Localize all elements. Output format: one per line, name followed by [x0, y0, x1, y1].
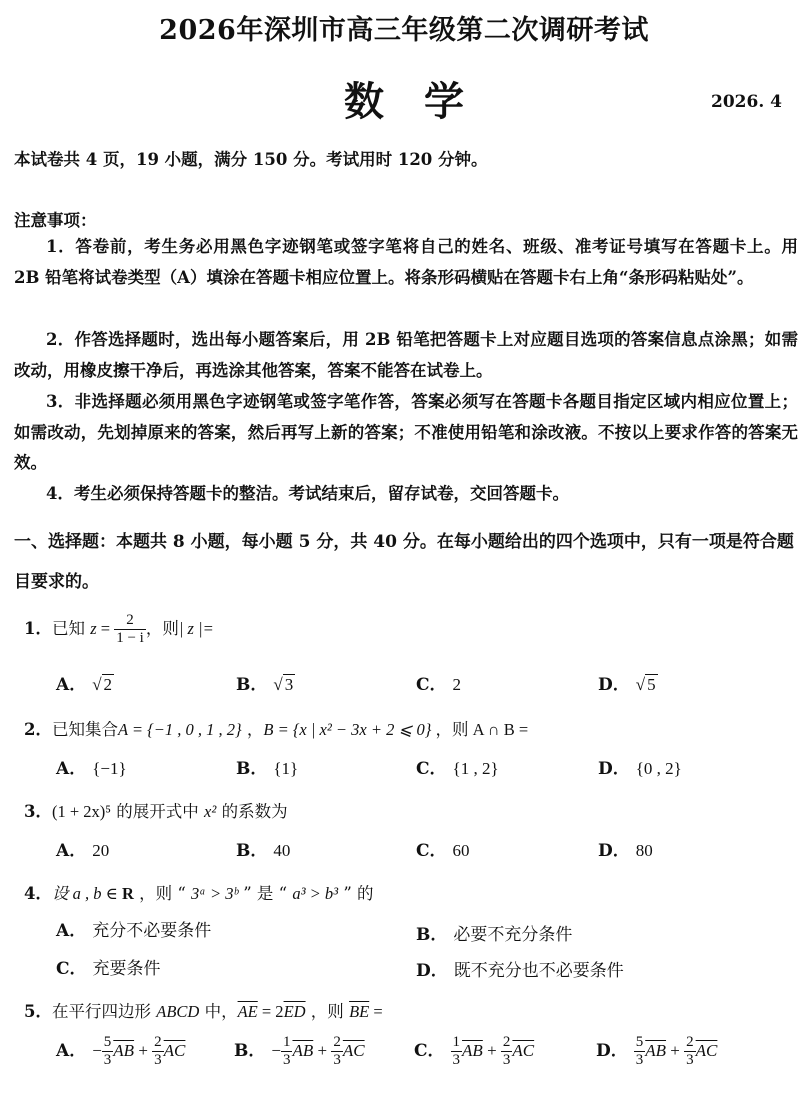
question-4: 4．设 a , b ∈ R ，则 “ 3ᵃ > 3ᵇ ” 是 “ a³ > b³ ” 的: [24, 884, 374, 903]
q2-option-b: B． {1}: [236, 759, 299, 779]
q3-option-b: B． 40: [236, 841, 291, 861]
q2-option-d: D． {0 , 2}: [598, 759, 682, 779]
q1-fraction: $\frac{2}{1 - i}$: [116, 612, 144, 646]
q5-option-a: A． − $\frac{5}{3}$ $\overline{AB}$ + $\frac{2}{3}$ $\overline{AC}$: [56, 1034, 186, 1068]
notice-item-2: 2．作答选择题时，选出每小题答案后，用 2B 铅笔把答题卡上对应题目选项的答案信息点涂黑；如需改动，用橡皮擦干净后，再选涂其他答案，答案不能答在试卷上。: [14, 330, 798, 380]
notice-item-1: 1．答卷前，考生务必用黑色字迹钢笔或签字笔将自己的姓名、班级、准考证号填写在答题卡上。用 2B 铅笔将试卷类型（A）填涂在答题卡相应位置上。将条形码横贴在答题卡右上角“条形码粘贴处”。: [14, 237, 798, 287]
notice-item-4: 4．考生必须保持答题卡的整洁。考试结束后，留存试卷，交回答题卡。: [46, 484, 569, 503]
subject-title: 数学: [344, 78, 504, 125]
question-1: 1．已知 z = $\frac{2}{1 - i}$ ，则| z |=: [24, 612, 214, 646]
notice-heading: 注意事项：: [14, 211, 97, 230]
q4-option-b: B． 必要不充分条件: [416, 925, 573, 945]
section-1-heading: 一、选择题：本题共 8 小题，每小题 5 分，共 40 分。在每小题给出的四个选项中，只有一项是符合题目要求的。: [14, 532, 794, 592]
q5-option-d: D． $\frac{5}{3}$ $\overline{AB}$ + $\frac{2}{3}$ $\overline{AC}$: [596, 1034, 718, 1068]
q1-option-d: D． √ 5: [598, 675, 656, 695]
question-2: 2．已知集合A = {−1 , 0 , 1 , 2} ，B = {x | x² − 3x + 2 ⩽ 0} ，则 A ∩ B =: [24, 720, 529, 739]
q3-option-d: D． 80: [598, 841, 653, 861]
q5-option-c: C． $\frac{1}{3}$ $\overline{AB}$ + $\frac{2}{3}$ $\overline{AC}$: [414, 1034, 535, 1068]
exam-date: 2026. 4: [711, 92, 782, 112]
exam-intro: 本试卷共 4 页，19 小题，满分 150 分。考试用时 120 分钟。: [14, 150, 488, 169]
q4-option-a: A． 充分不必要条件: [56, 921, 212, 941]
question-3: 3．(1 + 2x)⁵ 的展开式中 x² 的系数为: [24, 802, 288, 821]
notice-item-3: 3．非选择题必须用黑色字迹钢笔或签字笔作答，答案必须写在答题卡各题目指定区域内相应位置上；如需改动，先划掉原来的答案，然后再写上新的答案；不准使用铅笔和涂改液。不按以上要求作答的答案无效。: [14, 392, 798, 472]
q1-option-b: B． √ 3: [236, 675, 294, 695]
q1-option-a: A． √ 2: [56, 675, 113, 695]
q1-option-c: C． 2: [416, 675, 462, 695]
question-5: 5．在平行四边形 ABCD 中，$\overline{AE} = 2\overline{ED}$ ，则 $\overline{BE}$ =: [24, 1002, 383, 1021]
q4-option-d: D． 既不充分也不必要条件: [416, 961, 624, 981]
q3-option-c: C． 60: [416, 841, 470, 861]
exam-title: 2026年深圳市高三年级第二次调研考试: [159, 15, 649, 46]
q2-option-c: C． {1 , 2}: [416, 759, 499, 779]
q2-option-a: A． {−1}: [56, 759, 127, 779]
q3-option-a: A． 20: [56, 841, 110, 861]
q4-option-c: C． 充要条件: [56, 959, 161, 979]
q5-option-b: B． − $\frac{1}{3}$ $\overline{AB}$ + $\frac{2}{3}$ $\overline{AC}$: [234, 1034, 365, 1068]
